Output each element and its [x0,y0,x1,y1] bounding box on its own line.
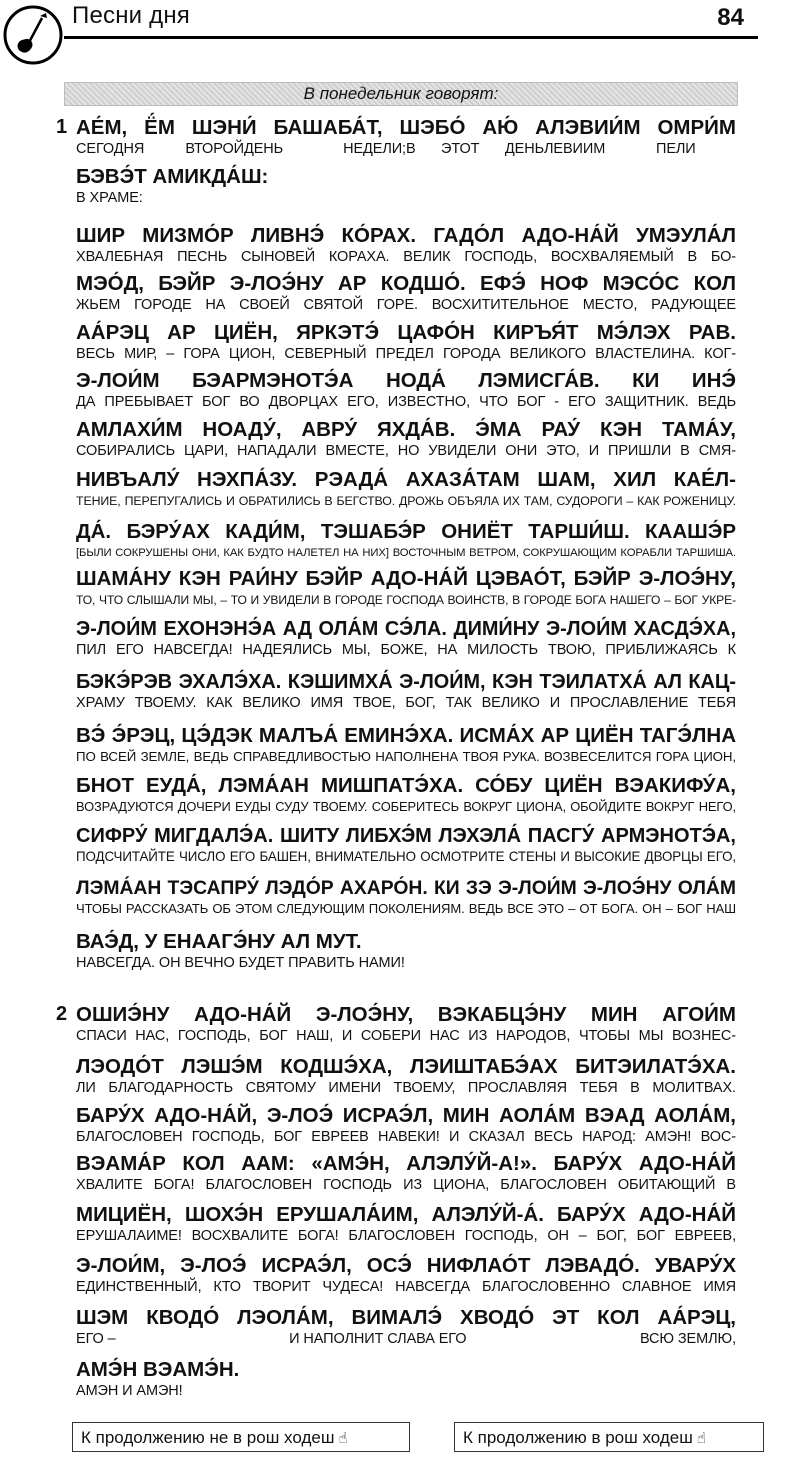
transliteration-line: БНОТ ЕУДА́, ЛЭМА́АН МИШПАТЭ́ХА. СО́БУ ЦИЁН ВЭАКИФУ́А, [76,774,736,797]
transliteration-line: АМЛАХИ́М НОАДУ́, АВРУ́ ЯХДА́В. Э́МА РАУ́ КЭН ТАМА́У, [76,418,736,441]
translation-line: ДА ПРЕБЫВАЕТ БОГ ВО ДВОРЦАХ ЕГО, ИЗВЕСТНО, ЧТО БОГ - ЕГО ЗАЩИТНИК. ВЕДЬ [76,394,736,410]
button-label: К продолжению в рош ходеш [463,1428,693,1447]
translation-line: ХВАЛИТЕ БОГА! БЛАГОСЛОВЕН ГОСПОДЬ ИЗ ЦИОНА, БЛАГОСЛОВЕН ОБИТАЮЩИЙ В [76,1177,736,1193]
stanza [76,1254,736,1296]
transliteration-line: ОШИЭ́НУ АДО-НА́Й Э-ЛОЭ́НУ, ВЭКАБЦЭ́НУ МИН АГОИ́М [76,1003,736,1026]
day-banner: В понедельник говорят: [64,82,738,106]
pointing-hand-icon: ☝ [338,1430,348,1447]
translation-word: ПЕЛИ [656,141,696,157]
section-number: 2 [56,1003,68,1025]
translation-word: В ЭТОТ ДЕНЬ [406,141,544,157]
header-rule [64,36,758,39]
stanza [76,1306,736,1348]
translation-word: И НАПОЛНИТ СЛАВА ЕГО [289,1331,467,1347]
stanza [76,774,736,816]
transliteration-line: ЛЭОДО́Т ЛЭШЭ́М КОДШЭ́ХА, ЛЭИШТАБЭ́АХ БИТЭИЛАТЭ́ХА. [76,1055,736,1078]
stanza [76,1055,736,1097]
translation-word: ВСЮ ЗЕМЛЮ, [639,1331,736,1347]
stanza [76,1104,736,1146]
stanza [76,468,736,510]
translation-line: В ХРАМЕ: [76,190,143,206]
transliteration-line: ВЭАМА́Р КОЛ ААМ: «АМЭ́Н, АЛЭЛУ́Й-А!». БАРУ́Х АДО-НА́Й [76,1152,736,1175]
translation-word: ЕГО – [76,1331,116,1347]
transliteration-line: НИВЪАЛУ́ НЭХПА́ЗУ. РЭАДА́ АХАЗА́ТАМ ШАМ, ХИЛ КАЕ́Л- [76,468,736,491]
transliteration-line: ЛЭМА́АН ТЭСАПРУ́ ЛЭДО́Р АХАРО́Н. КИ ЗЭ Э-ЛОИ́М Э-ЛОЭ́НУ ОЛА́М [76,877,736,899]
translation-line: ЛИ БЛАГОДАРНОСТЬ СВЯТОМУ ИМЕНИ ТВОЕМУ, ПРОСЛАВЛЯЯ ТЕБЯ В МОЛИТВАХ. [76,1080,736,1096]
transliteration-line: АА́РЭЦ АР ЦИЁН, ЯРКЭТЭ́ ЦАФО́Н КИРЪЯ́Т МЭ́ЛЭХ РАВ. [76,321,736,344]
stanza [76,876,736,918]
transliteration-line: АЕ́М, Ё́М ШЭНИ́ БАШАБА́Т, ШЭБО́ АЮ́ АЛЭВИИ́М ОМРИ́М [76,116,736,139]
transliteration-line: ВЭ́ Э́РЭЦ, ЦЭ́ДЭК МАЛЪА́ ЕМИНЭ́ХА. ИСМА́Х АР ЦИЁН ТАГЭ́ЛНА [76,724,736,747]
transliteration-line: МЭО́Д, БЭЙР Э-ЛОЭ́НУ АР КОДШО́. ЕФЭ́ НОФ МЭСО́С КОЛ [76,272,736,295]
translation-line: ПИЛ ЕГО НАВСЕГДА! НАДЕЯЛИСЬ МЫ, БОЖЕ, НА МИЛОСТЬ ТВОЮ, ПРИБЛИЖАЯСЬ К [76,642,736,658]
translation-line: ВОЗРАДУЮТСЯ ДОЧЕРИ ЕУДЫ СУДУ ТВОЕМУ. СОБЕРИТЕСЬ ВОКРУГ ЦИОНА, ОБОЙДИТЕ ВОКРУГ НЕГО, [76,799,736,814]
page-title: Песни дня [72,2,190,29]
translation-line: ЖЬЕМ ГОРОДЕ НА СВОЕЙ СВЯТОЙ ГОРЕ. ВОСХИТИТЕЛЬНОЕ МЕСТО, РАДУЮЩЕЕ [76,297,736,313]
page-number: 84 [717,4,744,31]
translation-line: ТЕНИЕ, ПЕРЕПУГАЛИСЬ И ОБРАТИЛИСЬ В БЕГСТВО. ДРОЖЬ ОБЪЯЛА ИХ ТАМ, СУДОРОГИ – КАК РОЖЕНИЦУ. [76,494,736,508]
stanza [76,724,736,766]
stanza [76,1358,736,1400]
translation-line: ЧТОБЫ РАССКАЗАТЬ ОБ ЭТОМ СЛЕДУЮЩИМ ПОКОЛЕНИЯМ. ВЕДЬ ВСЕ ЭТО – ОТ БОГА. ОН – БОГ НАШ [76,901,736,916]
stanza [76,418,736,460]
transliteration-line: ШЭМ КВОДО́ ЛЭОЛА́М, ВИМАЛЭ́ ХВОДО́ ЭТ КОЛ АА́РЭЦ, [76,1306,736,1329]
translation-line: АМЭН И АМЭН! [76,1383,183,1399]
translation-line [76,140,736,158]
stanza [76,116,736,158]
transliteration-line: ШАМА́НУ КЭН РАИ́НУ БЭЙР АДО-НА́Й ЦЭВАО́Т, БЭЙР Э-ЛОЭ́НУ, [76,567,736,590]
transliteration-line: БЭВЭ́Т АМИКДА́Ш: [76,165,269,188]
button-label: К продолжению не в рош ходеш [81,1428,335,1447]
stanza [76,272,736,314]
translation-line: СПАСИ НАС, ГОСПОДЬ, БОГ НАШ, И СОБЕРИ НАС ИЗ НАРОДОВ, ЧТОБЫ МЫ ВОЗНЕС- [76,1028,736,1044]
section-number: 1 [56,116,68,138]
stanza [76,1203,736,1245]
transliteration-line: БАРУ́Х АДО-НА́Й, Э-ЛОЭ́ ИСРАЭ́Л, МИН АОЛА́М ВЭАД АОЛА́М, [76,1104,736,1127]
transliteration-line: Э-ЛОИ́М БЭАРМЭНОТЭ́А НОДА́ ЛЭМИСГА́В. КИ ИНЭ́ [76,369,736,392]
transliteration-line: АМЭ́Н ВЭАМЭ́Н. [76,1358,240,1381]
translation-line: ТО, ЧТО СЛЫШАЛИ МЫ, – ТО И УВИДЕЛИ В ГОРОДЕ ГОСПОДА ВОИНСТВ, В ГОРОДЕ БОГА НАШЕГО – БОГ УКРЕ- [76,593,736,607]
transliteration-line: МИЦИЁН, ШОХЭ́Н ЕРУШАЛА́ИМ, АЛЭЛУ́Й-А́. БАРУ́Х АДО-НА́Й [76,1203,736,1226]
translation-line: ПО ВСЕЙ ЗЕМЛЕ, ВЕДЬ СПРАВЕДЛИВОСТЬЮ НАПОЛНЕНА ТВОЯ РУКА. ВОЗВЕСЕЛИТСЯ ГОРА ЦИОН, [76,749,736,764]
transliteration-line: ВАЭ́Д, У ЕНААГЭ́НУ АЛ МУТ. [76,930,362,953]
stanza [76,617,736,659]
translation-line: ВЕСЬ МИР, – ГОРА ЦИОН, СЕВЕРНЫЙ ПРЕДЕЛ ГОРОДА ВЕЛИКОГО ВЛАСТЕЛИНА. КОГ- [76,346,736,362]
stanza [76,224,736,266]
stanza [76,520,736,562]
stanza [76,165,736,207]
translation-line: БЛАГОСЛОВЕН ГОСПОДЬ, БОГ ЕВРЕЕВ НАВЕКИ! И СКАЗАЛ ВЕСЬ НАРОД: АМЭН! ВОС- [76,1129,736,1145]
transliteration-line: Э-ЛОИ́М, Э-ЛОЭ́ ИСРАЭ́Л, ОСЭ́ НИФЛАО́Т ЛЭВАДО́. УВАРУ́Х [76,1254,736,1277]
transliteration-line: Э-ЛОИ́М ЕХОНЭНЭ́А АД ОЛА́М СЭ́ЛА. ДИМИ́НУ Э-ЛОИ́М ХАСДЭ́ХА, [76,618,736,640]
transliteration-line: БЭКЭ́РЭВ ЭХАЛЭ́ХА. КЭШИМХА́ Э-ЛОИ́М, КЭН ТЭИЛАТХА́ АЛ КАЦ- [76,671,736,693]
translation-line: ПОДСЧИТАЙТЕ ЧИСЛО ЕГО БАШЕН, ВНИМАТЕЛЬНО ОСМОТРИТЕ СТЕНЫ И ВЫСОКИЕ ДВОРЦЫ ЕГО, [76,849,736,864]
translation-line: ЕРУШАЛАИМЕ! ВОСХВАЛИТЕ БОГА! БЛАГОСЛОВЕН ГОСПОДЬ, ОН – БОГ, БОГ ЕВРЕЕВ, [76,1228,736,1244]
continue-not-rosh-hodesh-button[interactable] [72,1422,410,1452]
translation-word: ЛЕВИИМ [544,141,606,157]
translation-line: СОБИРАЛИСЬ ЦАРИ, НАПАДАЛИ ВМЕСТЕ, НО УВИДЕЛИ ОНИ ЭТО, И ПРИШЛИ В СМЯ- [76,443,736,459]
translation-line: НАВСЕГДА. ОН ВЕЧНО БУДЕТ ПРАВИТЬ НАМИ! [76,955,405,971]
violin-circle-icon [2,4,64,66]
pointing-hand-icon: ☝ [696,1430,707,1447]
translation-line [76,1330,736,1348]
stanza [76,567,736,609]
translation-line: ЕДИНСТВЕННЫЙ, КТО ТВОРИТ ЧУДЕСА! НАВСЕГДА БЛАГОСЛОВЕННО СЛАВНОЕ ИМЯ [76,1279,736,1295]
stanza [76,670,736,712]
stanza [76,930,736,972]
stanza [76,369,736,411]
translation-word: СЕГОДНЯ ВТОРОЙ [76,141,244,157]
transliteration-line: ШИР МИЗМО́Р ЛИВНЭ́ КО́РАХ. ГАДО́Л АДО-НА́Й УМЭУЛА́Л [76,224,736,247]
stanza [76,321,736,363]
transliteration-line: СИФРУ́ МИГДАЛЭ́А. ШИТУ ЛИБХЭ́М ЛЭХЭЛА́ ПАСГУ́ АРМЭНОТЭ́А, [76,825,736,847]
stanza [76,824,736,866]
translation-line: [БЫЛИ СОКРУШЕНЫ ОНИ, КАК БУДТО НАЛЕТЕЛ НА НИХ] ВОСТОЧНЫМ ВЕТРОМ, СОКРУШАЮЩИМ КОРАБЛИ ТАРШИША. [76,547,736,559]
stanza [76,1003,736,1045]
translation-word: ДЕНЬ НЕДЕЛИ; [244,141,406,157]
continue-rosh-hodesh-button[interactable] [454,1422,764,1452]
transliteration-line: ДА́. БЭРУ́АХ КАДИ́М, ТЭШАБЭ́Р ОНИЁТ ТАРШИ́Ш. КААШЭ́Р [76,520,736,543]
page-header [0,0,800,68]
translation-line: ХВАЛЕБНАЯ ПЕСНЬ СЫНОВЕЙ КОРАХА. ВЕЛИК ГОСПОДЬ, ВОСХВАЛЯЕМЫЙ В БО- [76,249,736,265]
translation-line: ХРАМУ ТВОЕМУ. КАК ВЕЛИКО ИМЯ ТВОЕ, БОГ, ТАК ВЕЛИКО И ПРОСЛАВЛЕНИЕ ТЕБЯ [76,695,736,711]
stanza [76,1152,736,1194]
